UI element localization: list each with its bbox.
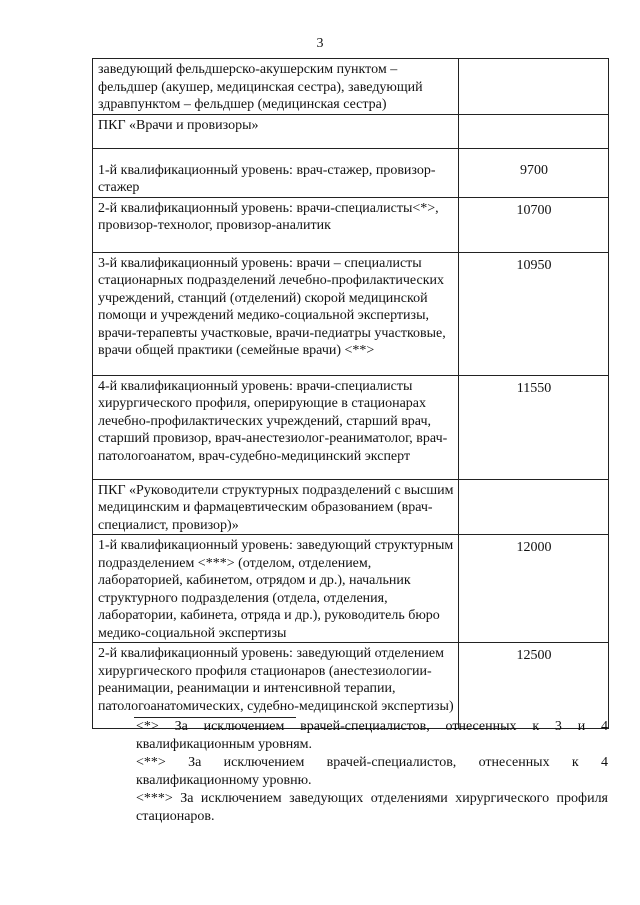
salary-cell xyxy=(459,479,609,535)
footnotes xyxy=(104,715,608,825)
salary-cell: 10700 xyxy=(459,197,609,252)
table-row xyxy=(93,148,609,197)
position-cell: 2-й квалификационный уровень: заведующий отделением хирургического профиля стационаров (анестезиологии-реанимации, реанимации и интенсивной терапии, патологоанатомических, судебно-медицинской экспертизы) xyxy=(93,643,459,729)
salary-cell xyxy=(459,59,609,115)
salary-cell: 12500 xyxy=(459,643,609,729)
position-cell: 1-й квалификационный уровень: заведующий структурным подразделением <***> (отделом, отделением, лабораторией, кабинетом, отрядом и др.), начальник структурного подразделения (отдела, отделения, лаборатории, кабинета, отряда и др.), руководитель бюро медико-социальной экспертизы xyxy=(93,535,459,643)
salary-cell: 12000 xyxy=(459,535,609,643)
table-row xyxy=(93,252,609,375)
table-row xyxy=(93,535,609,643)
position-cell: 2-й квалификационный уровень: врачи-специалисты<*>, провизор-технолог, провизор-аналитик xyxy=(93,197,459,252)
position-cell: заведующий фельдшерско-акушерским пунктом – фельдшер (акушер, медицинская сестра), заведующий здравпунктом – фельдшер (медицинская сестра) xyxy=(93,59,459,115)
salary-cell: 11550 xyxy=(459,375,609,479)
salary-cell: 9700 xyxy=(459,148,609,197)
page-number: 3 xyxy=(316,36,324,51)
table-row xyxy=(93,59,609,115)
position-cell: 4-й квалификационный уровень: врачи-специалисты хирургического профиля, оперирующие в стационарах лечебно-профилактических учреждений, старший врач, старший провизор, врач-анестезиолог-реаниматолог, врач-патологоанатом, врач-судебно-медицинский эксперт xyxy=(93,375,459,479)
salary-cell: 10950 xyxy=(459,252,609,375)
footnote-3: <***> За исключением заведующих отделениями хирургического профиля стационаров. xyxy=(136,791,608,824)
salary-cell xyxy=(459,114,609,148)
position-cell: 3-й квалификационный уровень: врачи – специалисты стационарных подразделений лечебно-профилактических учреждений, станций (отделений) скорой медицинской помощи и учреждений медико-социальной экспертизы, врачи-терапевты участковые, врачи-педиатры участковые, врачи общей практики (семейные врачи) <**> xyxy=(93,252,459,375)
salary-table xyxy=(92,58,609,729)
table-row xyxy=(93,479,609,535)
footnote-2: <**> За исключением врачей-специалистов, отнесенных к 4 квалификационному уровню. xyxy=(136,755,608,788)
group-header-cell: ПКГ «Врачи и провизоры» xyxy=(93,114,459,148)
group-header-cell: ПКГ «Руководители структурных подразделений с высшим медицинским и фармацевтическим образованием (врач-специалист, провизор)» xyxy=(93,479,459,535)
position-cell: 1-й квалификационный уровень: врач-стажер, провизор-стажер xyxy=(93,148,459,197)
table-row xyxy=(93,114,609,148)
footnote-1: <*> За исключением врачей-специалистов, отнесенных к 3 и 4 квалификационным уровням. xyxy=(136,719,608,752)
table-row xyxy=(93,375,609,479)
table-row xyxy=(93,197,609,252)
